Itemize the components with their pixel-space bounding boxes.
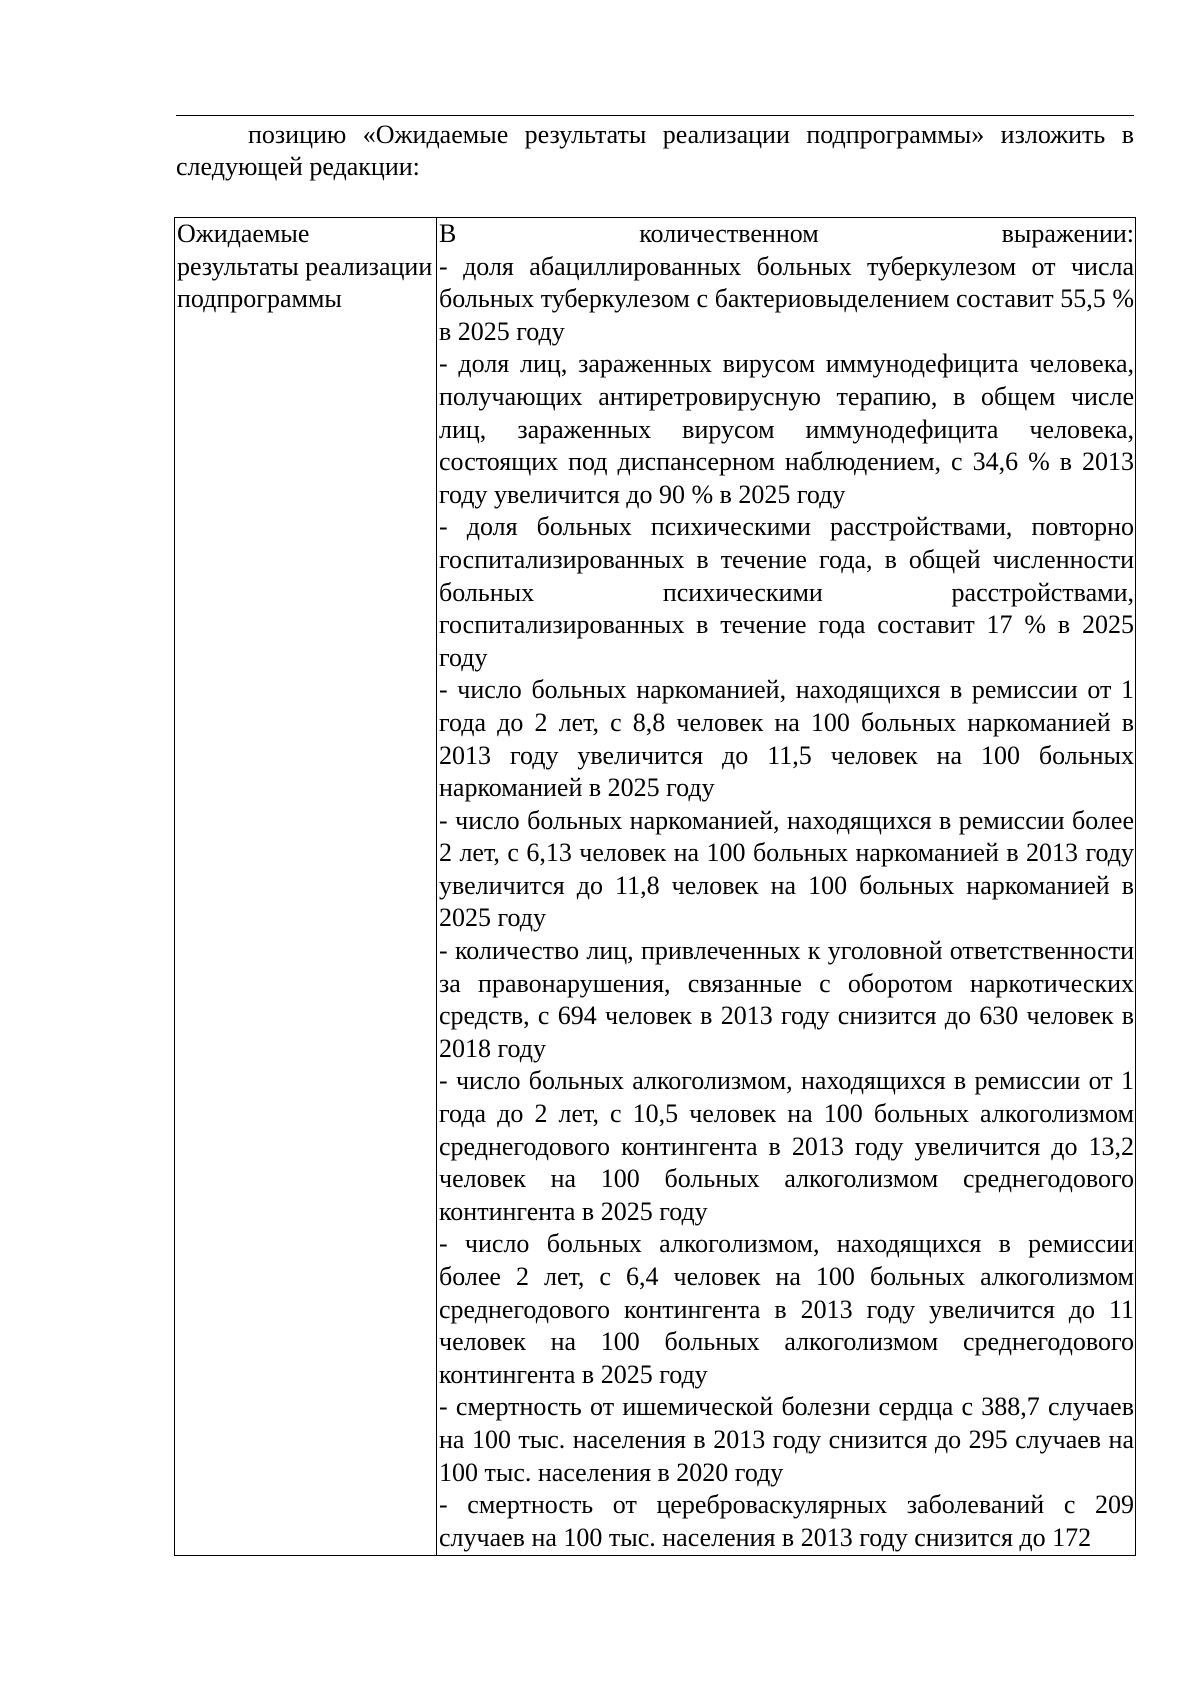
intro-paragraph: позицию «Ожидаемые результаты реализации подпрограммы» изложить в следующей редакции: [176,120,1134,181]
result-item: - число больных алкоголизмом, находящихся в ремиссии более 2 лет, с 6,4 человек на 100 больных алкоголизмом среднегодового контингента в 2013 году увеличится до 11 человек на 100 больных алкоголизмом среднегодового контингента в 2025 году [439,1229,1134,1389]
content-heading: В количественном выражении: [439,219,1134,248]
result-item: - доля больных психическими расстройствами, повторно госпитализированных в течение года, в общей численности больных психическими расстройствами, госпитализированных в течение года составит 17 % в 2025 году [439,512,1134,672]
result-item: - количество лиц, привлеченных к уголовной ответственности за правонарушения, связанные с оборотом наркотических средств, с 694 человек в 2013 году снизится до 630 человек в 2018 году [439,936,1134,1063]
result-item: - смертность от ишемической болезни сердца с 388,7 случаев на 100 тыс. населения в 2013 году снизится до 295 случаев на 100 тыс. населения в 2020 году [439,1392,1134,1487]
result-item: - доля лиц, зараженных вирусом иммунодефицита человека, получающих антиретровирусную терапию, в общем числе лиц, зараженных вирусом иммунодефицита человека, состоящих под диспансерном наблюдением, с 34,6 % в 2013 году увеличится до 90 % в 2025 году [439,349,1134,509]
table-row [175,218,1136,1556]
result-item: - смертность от цереброваскулярных заболеваний с 209 случаев на 100 тыс. населения в 2013 году снизится до 172 [439,1490,1134,1552]
result-item: - доля абациллированных больных туберкулезом от числа больных туберкулезом с бактериовыделением составит 55,5 % в 2025 году [439,251,1134,346]
result-item: - число больных алкоголизмом, находящихся в ремиссии от 1 года до 2 лет, с 10,5 человек на 100 больных алкоголизмом среднегодового контингента в 2013 году увеличится до 13,2 человек на 100 больных алкоголизмом среднегодового контингента в 2025 году [439,1066,1134,1226]
row-content-cell [437,218,1136,1556]
result-item: - число больных наркоманией, находящихся в ремиссии более 2 лет, с 6,13 человек на 100 больных наркоманией в 2013 году увеличится до 11,8 человек на 100 больных наркоманией в 2025 году [439,805,1134,933]
row-label-cell: Ожидаемые результаты реализации подпрограммы [175,218,437,1556]
result-item: - число больных наркоманией, находящихся в ремиссии от 1 года до 2 лет, с 8,8 человек на 100 больных наркоманией в 2013 году увеличится до 11,5 человек на 100 больных наркоманией в 2025 году [439,675,1134,803]
expected-results-table [174,217,1136,1556]
top-rule [176,115,1134,116]
